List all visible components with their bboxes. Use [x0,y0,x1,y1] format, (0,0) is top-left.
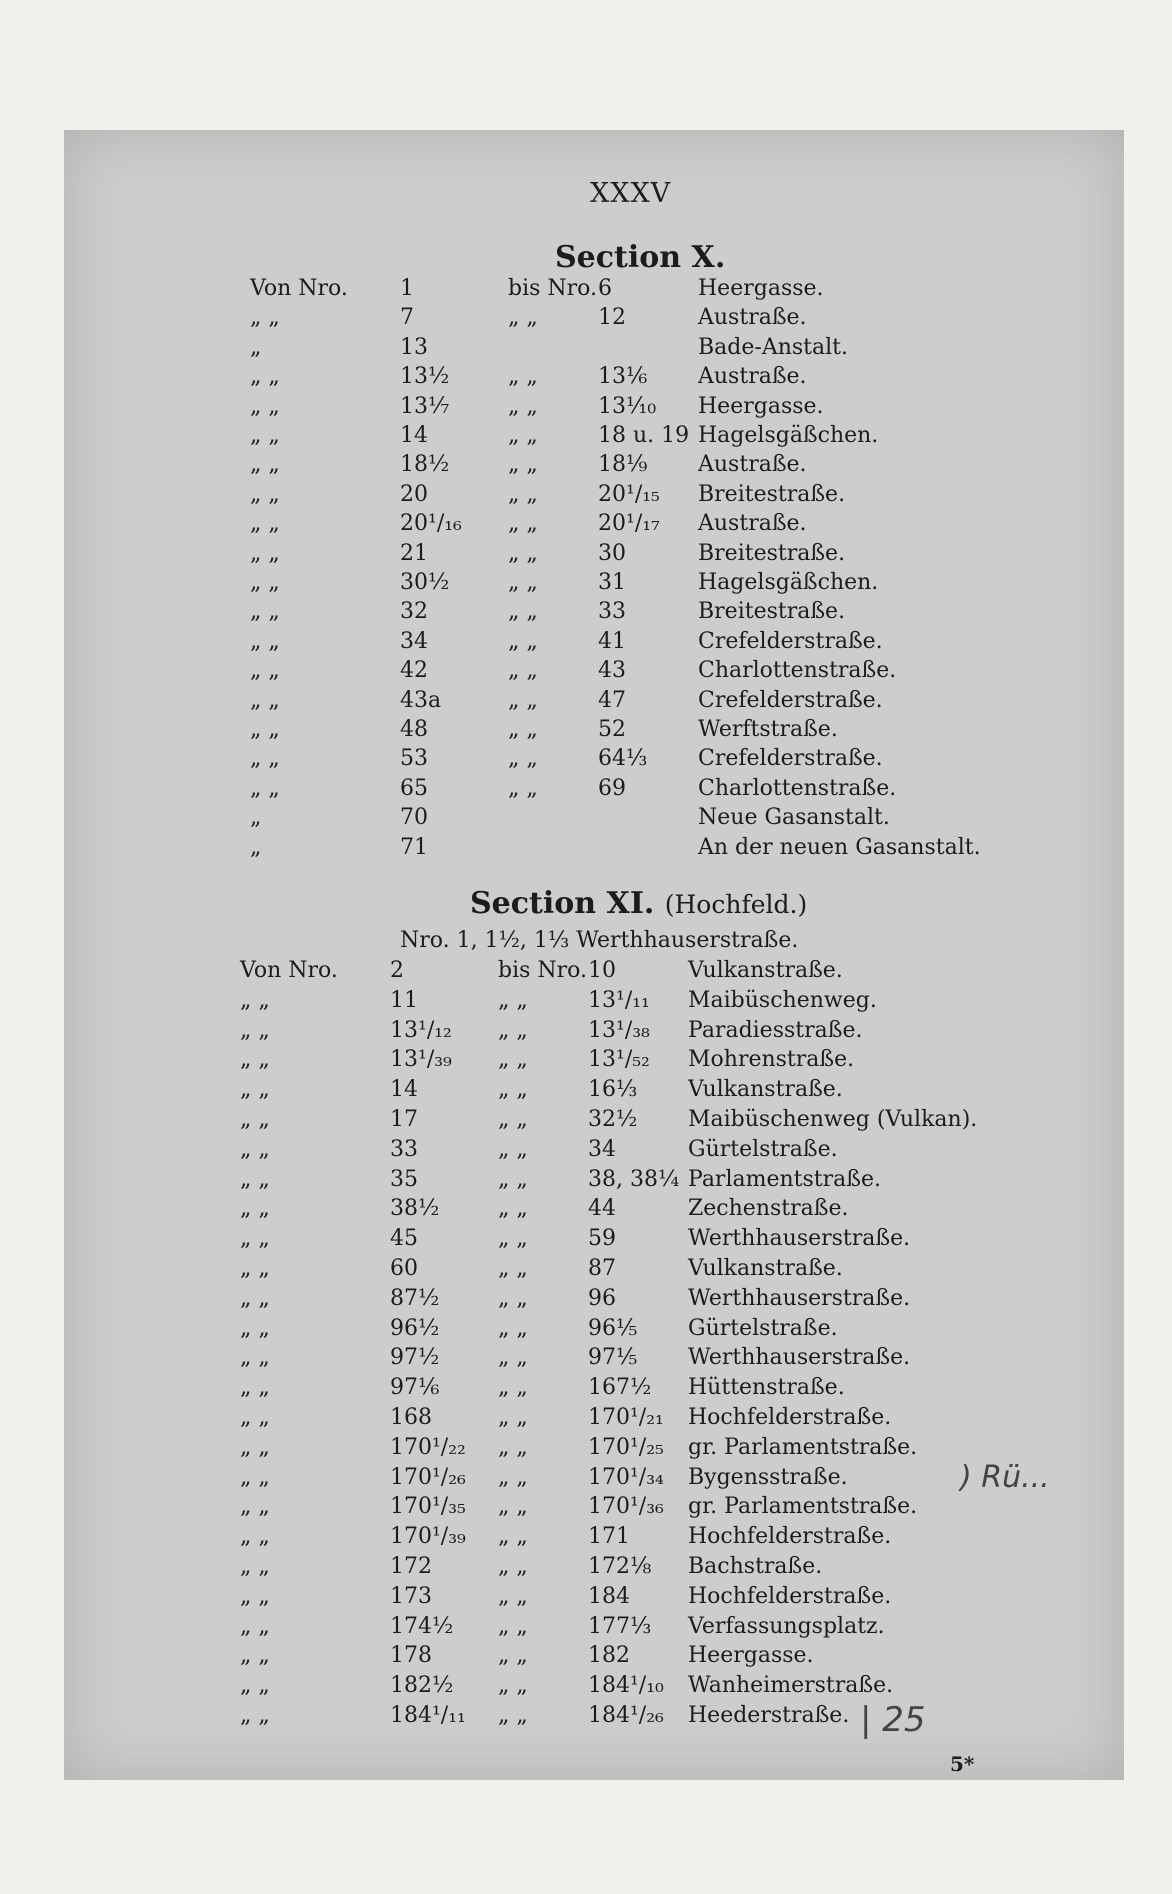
row-von-label: „ [250,805,262,831]
row-from-number: 60 [390,1256,418,1281]
row-to-number: 59 [588,1226,616,1252]
row-to-number: 13¹/₅₂ [588,1047,650,1073]
row-from-number: 20¹/₁₆ [400,511,462,537]
row-to-number: 20¹/₁₅ [598,481,660,507]
row-street-name: Hagelsgäßchen. [698,570,879,595]
row-von-label: „ „ [240,1524,270,1550]
row-street-name: Maibüschenweg (Vulkan). [688,1107,978,1132]
row-von-label: „ „ [250,481,280,507]
row-bis-label: „ „ [508,746,538,772]
row-bis-label: „ „ [498,1494,528,1520]
row-street-name: Verfassungsplatz. [688,1613,885,1639]
row-from-number: 170¹/₂₂ [390,1434,466,1460]
row-to-number: 172⅛ [588,1554,652,1579]
row-from-number: 38½ [390,1196,440,1222]
row-bis-label: „ „ [498,1703,528,1728]
row-to-number: 6 [598,276,612,301]
row-bis-label: „ „ [498,1256,528,1281]
row-bis-label: „ „ [498,1315,528,1341]
row-von-label: „ „ [250,423,280,448]
row-von-label: „ „ [240,1583,270,1609]
row-to-number: 43 [598,658,626,684]
row-street-name: Charlottenstraße. [698,775,897,801]
row-von-label: „ „ [240,1464,270,1490]
row-to-number: 184¹/₁₀ [588,1673,664,1699]
row-street-name: Austraße. [698,364,807,390]
row-street-name: Heergasse. [698,276,824,301]
row-von-label: „ „ [250,540,280,566]
row-bis-label: „ „ [498,1107,528,1132]
row-bis-label: „ „ [508,570,538,595]
row-to-number: 10 [588,958,616,983]
row-bis-label: „ „ [508,658,538,684]
row-bis-label: „ „ [508,628,538,654]
row-von-label: „ „ [240,1226,270,1252]
row-street-name: Charlottenstraße. [698,658,897,684]
row-bis-label: „ „ [498,1613,528,1639]
row-street-name: Breitestraße. [698,599,846,625]
row-von-label: „ „ [240,1613,270,1639]
row-street-name: Vulkanstraße. [688,1077,843,1103]
row-from-number: 173 [390,1583,432,1609]
row-street-name: Bygensstraße. [688,1464,848,1490]
row-von-label: „ [250,834,262,860]
row-street-name: Breitestraße. [698,481,846,507]
row-to-number: 171 [588,1524,630,1550]
row-street-name: An der neuen Gasanstalt. [698,834,981,860]
row-bis-label: „ „ [498,1524,528,1550]
row-to-number: 20¹/₁₇ [598,511,660,537]
row-to-number: 96⅕ [588,1315,638,1341]
row-from-number: 18½ [400,452,450,478]
row-to-number: 44 [588,1196,616,1222]
row-bis-label: „ „ [498,1345,528,1371]
row-to-number: 170¹/₂₁ [588,1405,664,1430]
row-from-number: 170¹/₂₆ [390,1464,466,1490]
row-street-name: Neue Gasanstalt. [698,805,890,831]
row-to-number: 52 [598,717,626,742]
row-street-name: Heederstraße. [688,1703,850,1728]
row-von-label: „ „ [250,393,280,419]
row-from-number: 184¹/₁₁ [390,1703,466,1728]
row-von-label: „ „ [250,628,280,654]
bottom-pencil-note: | 25 [860,1700,926,1740]
row-from-number: 48 [400,717,428,742]
row-street-name: Gürtelstraße. [688,1136,838,1162]
row-street-name: Crefelderstraße. [698,628,883,654]
row-street-name: Parlamentstraße. [688,1166,881,1192]
row-von-label: „ „ [240,1673,270,1699]
row-from-number: 170¹/₃₅ [390,1494,466,1520]
row-street-name: Heergasse. [688,1643,814,1669]
row-bis-label: „ „ [508,481,538,507]
row-to-number: 16⅓ [588,1077,638,1103]
row-bis-label: „ „ [508,423,538,448]
row-from-number: 13¹/₁₂ [390,1017,452,1043]
row-to-number: 97⅕ [588,1345,638,1371]
row-to-number: 184 [588,1583,630,1609]
row-von-label: „ [250,334,262,360]
row-from-number: 7 [400,305,414,331]
row-to-number: 170¹/₃₆ [588,1494,664,1520]
row-von-label: „ „ [240,1703,270,1728]
row-to-number: 13¹/₃₈ [588,1017,650,1043]
row-from-number: 17 [390,1107,418,1132]
row-street-name: Wanheimerstraße. [688,1673,894,1699]
row-von-label: „ „ [240,1107,270,1132]
row-from-number: 43a [400,687,442,713]
row-to-number: 38, 38¼ [588,1166,680,1192]
row-from-number: 13¹/₃₉ [390,1047,452,1073]
row-von-label: „ „ [240,1643,270,1669]
row-von-label: „ „ [240,1077,270,1103]
sheet-signature-mark: 5* [950,1752,975,1776]
margin-pencil-note: ) Rü... [960,1460,1050,1495]
row-from-number: 13 [400,334,428,360]
row-bis-label: bis Nro. [508,276,598,301]
row-street-name: Hüttenstraße. [688,1375,845,1401]
row-to-number: 167½ [588,1375,652,1401]
row-street-name: Paradiesstraße. [688,1017,863,1043]
row-street-name: Werthhauserstraße. [688,1226,911,1252]
page-number: XXXV [590,178,672,209]
row-from-number: 11 [390,987,418,1013]
row-von-label: Von Nro. [250,276,348,301]
row-von-label: „ „ [250,599,280,625]
row-street-name: Austraße. [698,511,807,537]
row-from-number: 21 [400,540,428,566]
row-to-number: 18 u. 19 [598,423,690,448]
row-von-label: „ „ [250,452,280,478]
row-von-label: „ „ [240,1136,270,1162]
row-from-number: 42 [400,658,428,684]
row-from-number: 53 [400,746,428,772]
row-street-name: Werftstraße. [698,717,838,742]
row-street-name: Hochfelderstraße. [688,1583,892,1609]
row-bis-label: „ „ [498,1583,528,1609]
row-von-label: „ „ [250,305,280,331]
row-to-number: 170¹/₃₄ [588,1464,664,1490]
row-street-name: gr. Parlamentstraße. [688,1494,918,1520]
row-to-number: 177⅓ [588,1613,652,1639]
row-from-number: 2 [390,958,404,983]
row-bis-label: „ „ [508,393,538,419]
row-to-number: 69 [598,775,626,801]
row-street-name: Gürtelstraße. [688,1315,838,1341]
row-street-name: Crefelderstraße. [698,687,883,713]
row-to-number: 41 [598,628,626,654]
row-von-label: „ „ [240,1166,270,1192]
row-to-number: 33 [598,599,626,625]
row-von-label: „ „ [250,364,280,390]
row-to-number: 184¹/₂₆ [588,1703,664,1728]
row-from-number: 87½ [390,1285,440,1311]
row-to-number: 64⅓ [598,746,648,772]
row-bis-label: „ „ [508,540,538,566]
row-bis-label: „ „ [498,1285,528,1311]
row-bis-label: „ „ [508,687,538,713]
section-xi-intro: Nro. 1, 1½, 1⅓ Werthhauserstraße. [400,928,799,953]
row-from-number: 1 [400,276,414,301]
row-from-number: 13½ [400,364,450,390]
row-von-label: Von Nro. [240,958,338,983]
row-to-number: 32½ [588,1107,638,1132]
row-street-name: Hochfelderstraße. [688,1524,892,1550]
row-to-number: 34 [588,1136,616,1162]
row-to-number: 182 [588,1643,630,1669]
row-from-number: 182½ [390,1673,454,1699]
row-to-number: 18⅑ [598,452,648,478]
row-from-number: 14 [400,423,428,448]
row-to-number: 30 [598,540,626,566]
row-bis-label: „ „ [498,1464,528,1490]
row-von-label: „ „ [240,1554,270,1579]
row-von-label: „ „ [240,987,270,1013]
row-to-number: 12 [598,305,626,331]
row-bis-label: „ „ [498,1554,528,1579]
row-from-number: 65 [400,775,428,801]
row-bis-label: bis Nro. [498,958,588,983]
row-von-label: „ „ [240,1256,270,1281]
row-street-name: Mohrenstraße. [688,1047,855,1073]
row-from-number: 14 [390,1077,418,1103]
row-street-name: Crefelderstraße. [698,746,883,772]
row-to-number: 47 [598,687,626,713]
row-street-name: Bachstraße. [688,1554,823,1579]
section-x-heading: Section X. [555,240,726,275]
row-bis-label: „ „ [498,987,528,1013]
row-street-name: Zechenstraße. [688,1196,849,1222]
row-from-number: 34 [400,628,428,654]
row-from-number: 168 [390,1405,432,1430]
section-xi-title: Section XI. [470,886,655,921]
row-von-label: „ „ [250,746,280,772]
row-von-label: „ „ [240,1315,270,1341]
section-xi-subtitle: (Hochfeld.) [664,890,808,919]
row-von-label: „ „ [250,511,280,537]
row-bis-label: „ „ [508,511,538,537]
row-to-number: 13¹/₁₁ [588,987,650,1013]
row-bis-label: „ „ [498,1166,528,1192]
row-bis-label: „ „ [508,364,538,390]
row-von-label: „ „ [240,1494,270,1520]
row-from-number: 71 [400,834,428,860]
row-street-name: Vulkanstraße. [688,958,843,983]
row-bis-label: „ „ [508,305,538,331]
row-bis-label: „ „ [508,599,538,625]
row-street-name: Breitestraße. [698,540,846,566]
row-bis-label: „ „ [498,1643,528,1669]
row-bis-label: „ „ [498,1136,528,1162]
row-bis-label: „ „ [498,1375,528,1401]
row-von-label: „ „ [240,1434,270,1460]
row-street-name: Vulkanstraße. [688,1256,843,1281]
row-bis-label: „ „ [498,1047,528,1073]
row-von-label: „ „ [240,1017,270,1043]
row-to-number: 170¹/₂₅ [588,1434,664,1460]
row-von-label: „ „ [250,570,280,595]
row-to-number: 31 [598,570,626,595]
row-to-number: 96 [588,1285,616,1311]
row-bis-label: „ „ [498,1226,528,1252]
section-xi-heading [470,886,807,921]
row-von-label: „ „ [250,687,280,713]
row-from-number: 32 [400,599,428,625]
row-street-name: Werthhauserstraße. [688,1345,911,1371]
row-street-name: Hochfelderstraße. [688,1405,892,1430]
row-bis-label: „ „ [498,1673,528,1699]
row-from-number: 20 [400,481,428,507]
row-bis-label: „ „ [498,1405,528,1430]
row-bis-label: „ „ [508,717,538,742]
row-von-label: „ „ [250,717,280,742]
row-street-name: Werthhauserstraße. [688,1285,911,1311]
row-to-number: 87 [588,1256,616,1281]
row-from-number: 45 [390,1226,418,1252]
row-from-number: 30½ [400,570,450,595]
row-from-number: 70 [400,805,428,831]
row-street-name: Hagelsgäßchen. [698,423,879,448]
row-street-name: Austraße. [698,305,807,331]
row-von-label: „ „ [240,1405,270,1430]
row-from-number: 35 [390,1166,418,1192]
row-to-number: 13⅒ [598,393,657,419]
row-from-number: 97½ [390,1345,440,1371]
row-street-name: Heergasse. [698,393,824,419]
row-von-label: „ „ [240,1345,270,1371]
row-von-label: „ „ [240,1047,270,1073]
row-von-label: „ „ [250,775,280,801]
row-bis-label: „ „ [508,775,538,801]
row-bis-label: „ „ [508,452,538,478]
row-bis-label: „ „ [498,1434,528,1460]
row-bis-label: „ „ [498,1017,528,1043]
row-von-label: „ „ [250,658,280,684]
row-street-name: Maibüschenweg. [688,987,877,1013]
row-from-number: 178 [390,1643,432,1669]
row-from-number: 97⅙ [390,1375,440,1401]
row-von-label: „ „ [240,1196,270,1222]
row-street-name: Austraße. [698,452,807,478]
row-street-name: Bade-Anstalt. [698,334,848,360]
row-from-number: 96½ [390,1315,440,1341]
row-bis-label: „ „ [498,1196,528,1222]
row-from-number: 174½ [390,1613,454,1639]
row-from-number: 33 [390,1136,418,1162]
row-von-label: „ „ [240,1375,270,1401]
row-from-number: 172 [390,1554,432,1579]
row-to-number: 13⅙ [598,364,648,390]
row-von-label: „ „ [240,1285,270,1311]
row-from-number: 13⅐ [400,393,450,419]
row-bis-label: „ „ [498,1077,528,1103]
row-from-number: 170¹/₃₉ [390,1524,466,1550]
row-street-name: gr. Parlamentstraße. [688,1434,918,1460]
